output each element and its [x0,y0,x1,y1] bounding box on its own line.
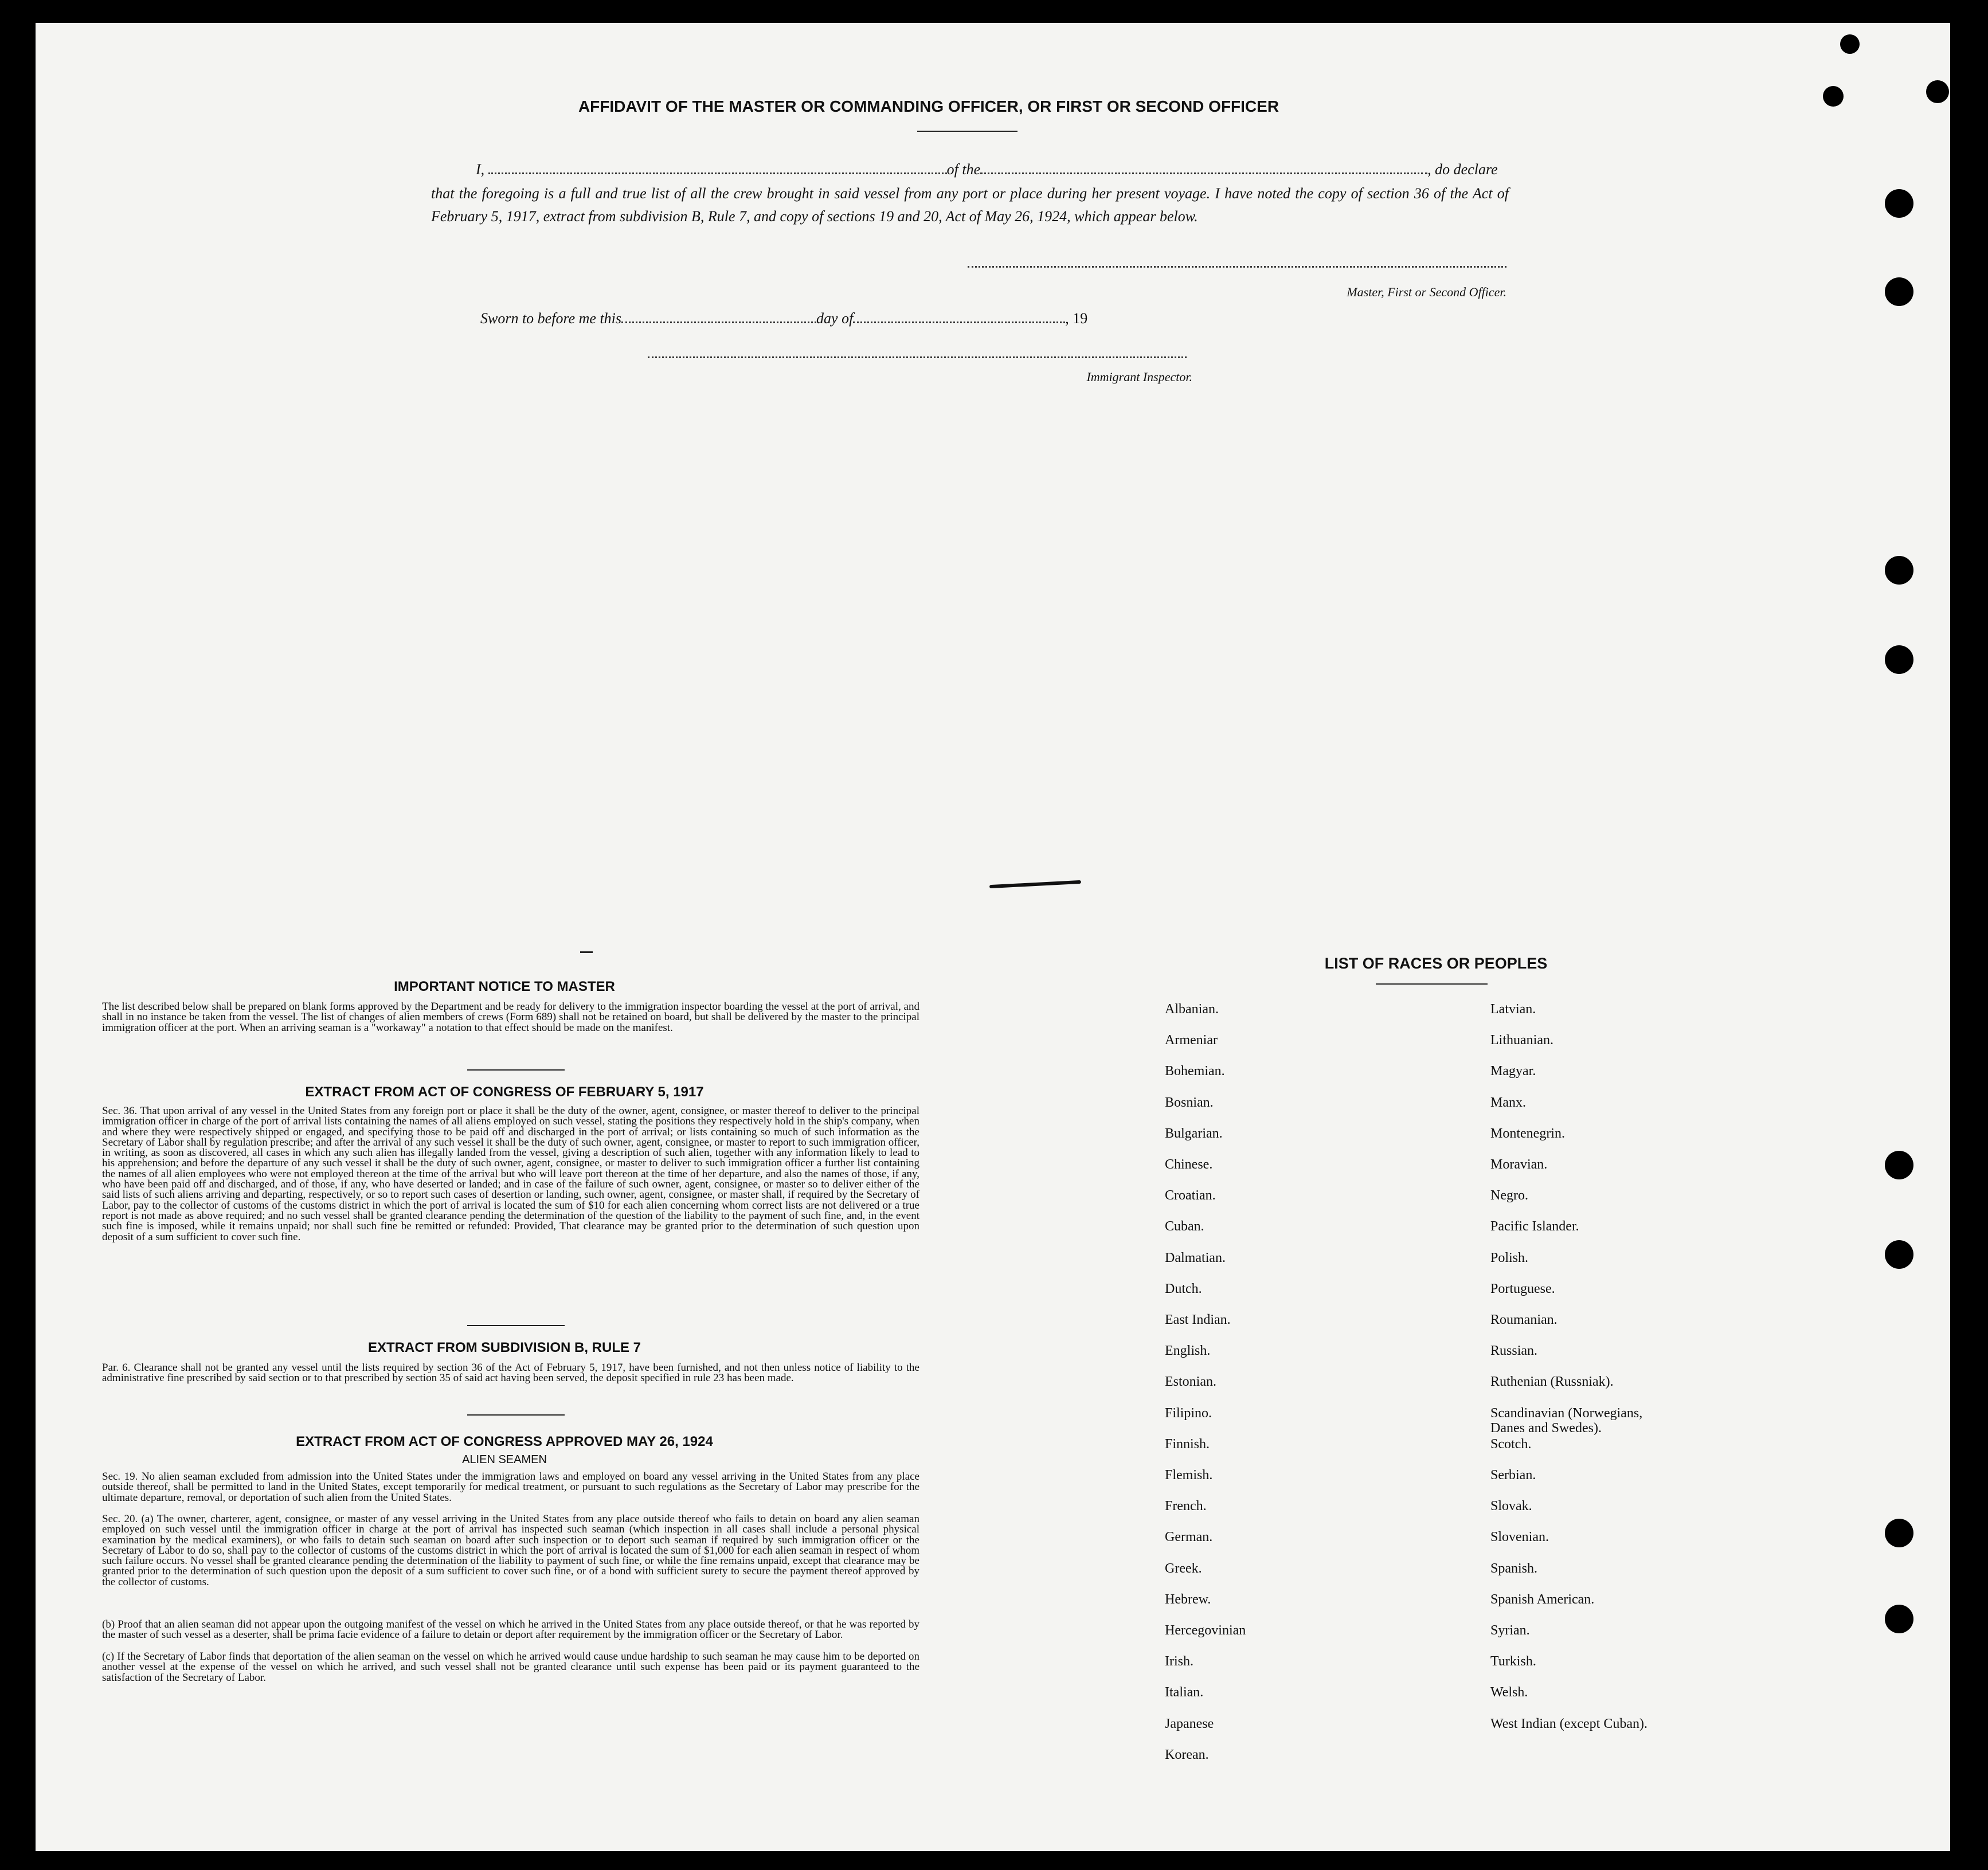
race-item: Montenegrin. [1490,1126,1565,1141]
race-item: Dutch. [1165,1281,1202,1296]
race-item: Greek. [1165,1561,1202,1576]
race-item: Spanish. [1490,1561,1538,1576]
punch-hole [1885,1240,1913,1269]
race-item: French. [1165,1499,1207,1514]
race-item: Lithuanian. [1490,1033,1553,1048]
punch-hole [1926,80,1949,103]
race-item: Serbian. [1490,1468,1536,1483]
sworn-line [480,307,1087,330]
act-1924-sec-19: Sec. 19. No alien seaman excluded from admission into the United States under the immigration laws and employed on board any vessel arriving in the United States from any place outside thereof, shall be permitted to land in the United States, except temporarily for medical treatment, or pursuant to such regulations as the Secretary of Labor may prescribe for the ultimate departure, removal, or deportation of such alien from the United States. [102,1471,919,1504]
master-signature-field[interactable] [968,266,1506,268]
divider [467,1325,565,1326]
race-item: Italian. [1165,1685,1204,1700]
race-item: Irish. [1165,1654,1193,1669]
act-1924-sec-20c: (c) If the Secretary of Labor finds that deportation of the alien seaman on the vessel on which he arrived would cause undue hardship to such seaman he may cause him to be deported on another vessel at the expense of the vessel on which he arrived, and such vessel shall not be granted clearance until such expense has been paid or its payment guaranteed to the satisfaction of the Secretary of Labor. [102,1651,919,1684]
punch-hole [1885,645,1913,674]
act-1917-title: EXTRACT FROM ACT OF CONGRESS OF FEBRUARY 5, 1917 [305,1084,704,1100]
sworn-day-field[interactable] [621,322,816,323]
race-item: Bosnian. [1165,1095,1214,1110]
punch-hole [1885,277,1913,306]
act-1917-text: Sec. 36. That upon arrival of any vessel in the United States from any foreign port or place it shall be the duty of the owner, agent, consignee, or master thereof to deliver to the principal immigration officer in charge of the port of arrival lists containing the names of all aliens employed on such vessel, stating the positions they respectively hold in the ship's company, when and where they were respectively shipped or engaged, and specifying those to be paid off and discharged in the port of arrival; or lists containing so much of such information as the Secretary of Labor shall by regulation prescribe; and after the arrival of any such vessel it shall be the duty of such owner, agent, consignee, or master to report to such immigration officer, in writing, as soon as discovered, all cases in which any such alien has illegally landed from the vessel, giving a description of such alien, together with any information likely to lead to his apprehension; and before the departure of any such vessel it shall be the duty of such owner, agent, consignee, or master to deliver to such immigration officer a further list containing the names of all alien employees who were not employed thereon at the time of the arrival but who will leave port thereon at the time of her departure, and also the names of those, if any, who have been paid off and discharged, and of those, if any, who have deserted or landed; and in case of the failure of such owner, agent, consignee, or master so to deliver either of the said lists of such aliens arriving and departing, respectively, or so to report such cases of desertion or landing, such owner, agent, consignee, or master shall, if required by the Secretary of Labor, pay to the collector of customs of the customs district in which the port of arrival is located the sum of $10 for each alien concerning whom correct lists are not delivered or a true report is not made as above required; and no such vessel shall be granted clearance pending the determination of the question of the liability to the payment of such fine, and, in the event such fine is imposed, while it remains unpaid; nor shall such fine be remitted or refunded: Provided, That clearance may be granted prior to the determination of such question upon deposit of a sum sufficient to cover such fine. [102,1105,919,1243]
divider [467,1069,565,1071]
i-label: I, [476,161,485,178]
act-1924-sec-20b: (b) Proof that an alien seaman did not appear upon the outgoing manifest of the vessel on which he arrived in the United States from any place outside thereof, or that he was reported by the master of such vessel as a deserter, shall be prima facie evidence of a failure to detain or deport after requirement by the immigration officer or the Secretary of Labor. [102,1618,919,1641]
race-item: Cuban. [1165,1219,1204,1234]
race-item: Finnish. [1165,1436,1210,1452]
race-item: Hebrew. [1165,1591,1211,1607]
race-item: Japanese [1165,1716,1214,1731]
race-item: Magyar. [1490,1064,1536,1079]
race-item: Scotch. [1490,1436,1532,1452]
rule-7-text: Par. 6. Clearance shall not be granted any vessel until the lists required by section 36 of the Act of February 5, 1917, have been furnished, and not then unless notice of liability to the administrative fine prescribed by said section or to that prescribed by section 35 of said act having been served, the deposit specified in rule 23 has been made. [102,1362,919,1385]
race-item: Armeniar [1165,1033,1218,1048]
race-item: Slovak. [1490,1499,1532,1514]
race-item: West Indian (except Cuban). [1490,1716,1647,1731]
race-item: Roumanian. [1490,1312,1557,1327]
race-item: Manx. [1490,1095,1526,1110]
race-item: Slovenian. [1490,1530,1549,1545]
race-item: Moravian. [1490,1157,1548,1172]
race-item: Pacific Islander. [1490,1219,1579,1234]
race-item: Albanian. [1165,1002,1219,1017]
inspector-signature-field[interactable] [648,356,1187,358]
race-item: Hercegovinian [1165,1623,1246,1638]
race-item: German. [1165,1530,1213,1545]
race-item: Bulgarian. [1165,1126,1223,1141]
affidavit-title: AFFIDAVIT OF THE MASTER OR COMMANDING OFFICER, OR FIRST OR SECOND OFFICER [578,97,1279,115]
punch-hole [1885,1151,1913,1179]
punch-hole [1885,556,1913,585]
race-item: Turkish. [1490,1654,1536,1669]
divider [917,131,1018,132]
race-item: English. [1165,1343,1211,1359]
sworn-label: Sworn to before me this [480,310,622,327]
race-item: Ruthenian (Russniak). [1490,1374,1614,1390]
act-1924-title: EXTRACT FROM ACT OF CONGRESS APPROVED MAY 26, 1924 [296,1434,713,1449]
race-item: Scandinavian (Norwegians, Danes and Swedes). [1490,1405,1643,1436]
race-item: Dalmatian. [1165,1250,1226,1265]
master-signature-label: Master, First or Second Officer. [1347,285,1506,299]
inspector-label: Immigrant Inspector. [1086,370,1192,384]
divider [467,1414,565,1416]
punch-hole [1885,1605,1913,1633]
punch-hole [1885,189,1913,218]
alien-seamen-subtitle: ALIEN SEAMEN [462,1453,547,1466]
race-item: Portuguese. [1490,1281,1555,1296]
notice-title: IMPORTANT NOTICE TO MASTER [394,979,615,994]
race-item: Filipino. [1165,1405,1212,1421]
rule-7-title: EXTRACT FROM SUBDIVISION B, RULE 7 [367,1340,641,1355]
race-item: Negro. [1490,1188,1528,1203]
race-item: Latvian. [1490,1002,1536,1017]
of-the-label: of the [946,161,981,178]
punch-hole [1885,1519,1913,1547]
race-item: Korean. [1165,1747,1209,1762]
declarant-line [476,158,1508,181]
declarant-name-field[interactable] [488,173,947,174]
race-item: Polish. [1490,1250,1529,1265]
race-item: Chinese. [1165,1157,1213,1172]
notice-text: The list described below shall be prepared on blank forms approved by the Department and be ready for delivery to the immigration inspector boarding the vessel at the port of arrival, and shall in no instance be taken from the vessel. The list of changes of alien members of crews (Form 689) shall not be retained on board, but shall be delivered by the master to the principal immigration officer at the port. When an arriving seaman is a "workaway" a notation to that effect should be made on the manifest. [102,1001,919,1034]
day-of-label: day of [816,310,854,327]
race-item: Bohemian. [1165,1064,1225,1079]
sworn-month-field[interactable] [853,322,1065,323]
races-title: LIST OF RACES OR PEOPLES [1324,955,1548,972]
affidavit-statement: that the foregoing is a full and true list of all the crew brought in said vessel from any port or place during her present voyage. I have noted the copy of section 36 of the Act of February 5, 1917, extract from subdivision B, Rule 7, and copy of sections 19 and 20, Act of May 26, 1924, which appear below. [431,185,1509,225]
race-item: Croatian. [1165,1188,1216,1203]
year-label: , 19 [1065,310,1088,327]
race-item: Syrian. [1490,1623,1530,1638]
do-declare-label: , do declare [1427,161,1498,178]
punch-hole [1840,34,1860,54]
race-item: Estonian. [1165,1374,1216,1390]
divider [1376,983,1488,985]
race-item: East Indian. [1165,1312,1231,1327]
race-item: Spanish American. [1490,1591,1595,1607]
race-item: Welsh. [1490,1685,1528,1700]
punch-hole [1823,86,1844,107]
stray-dash [580,951,593,953]
race-item: Russian. [1490,1343,1538,1359]
race-item: Flemish. [1165,1468,1213,1483]
act-1924-sec-20a: Sec. 20. (a) The owner, charterer, agent, consignee, or master of any vessel arriving in the United States from any place outside thereof who fails to detain on board any alien seaman employed on such vessel until the immigration officer in charge at the port of arrival has inspected such seaman (which inspection in all cases shall include a personal physical examination by the medical examiners), or who fails to detain such seaman on board after such inspection or to deport such seaman if required by such immigration officer or the Secretary of Labor to do so, shall pay to the collector of customs of the customs district in which the port of arrival is located the sum of $1,000 for each alien seaman in respect of whom such failure occurs. No vessel shall be granted clearance pending the determination of the liability to payment of such fine, or while the fine remains unpaid, except that clearance may be granted prior to the determination of such question upon the deposit of a sum sufficient to cover such fine, or of a bond with sufficient surety to secure the payment thereof approved by the collector of customs. [102,1513,919,1588]
vessel-name-field[interactable] [980,173,1427,174]
